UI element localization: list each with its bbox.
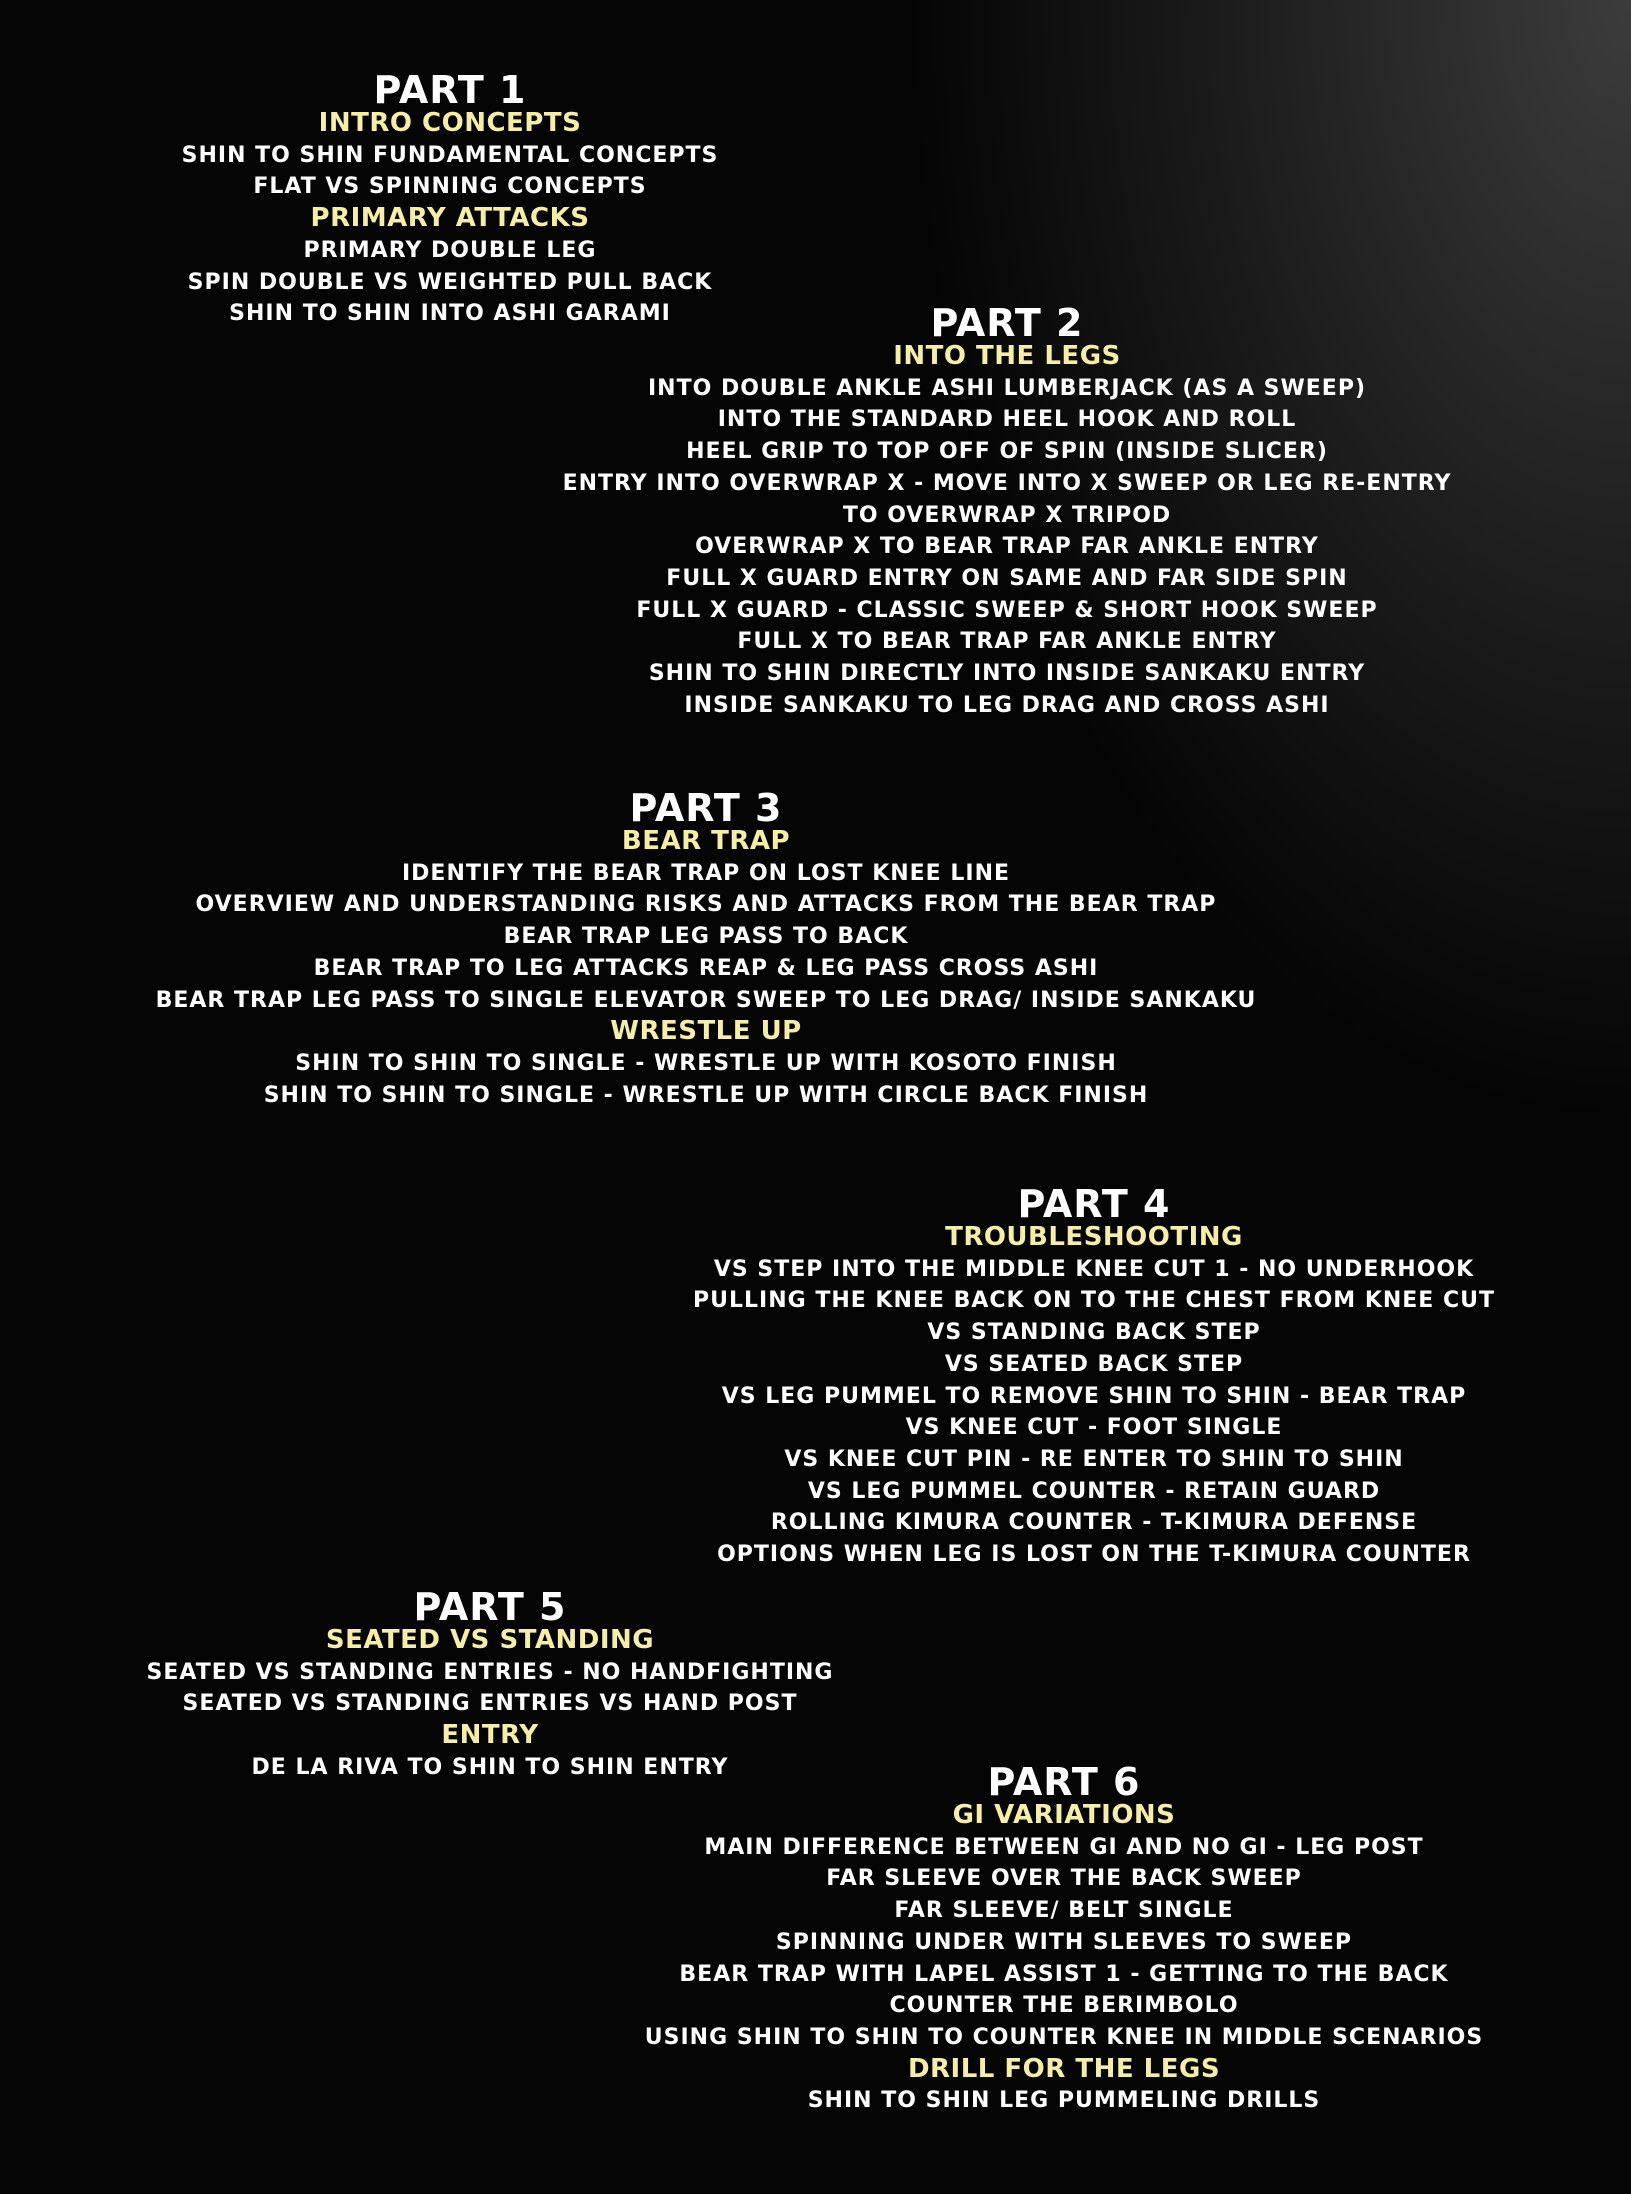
list-item: INTO DOUBLE ANKLE ASHI LUMBERJACK (AS A SWEEP) bbox=[648, 375, 1366, 401]
part-3-section-2-title: WRESTLE UP bbox=[610, 1016, 802, 1047]
list-item: FLAT VS SPINNING CONCEPTS bbox=[253, 174, 647, 200]
part-3-block bbox=[156, 788, 1257, 1111]
list-item: BEAR TRAP LEG PASS TO BACK bbox=[503, 924, 909, 950]
list-item: SPINNING UNDER WITH SLEEVES TO SWEEP bbox=[775, 1929, 1353, 1955]
list-item: SHIN TO SHIN LEG PUMMELING DRILLS bbox=[807, 2088, 1321, 2114]
list-item: BEAR TRAP WITH LAPEL ASSIST 1 - GETTING TO THE BACK bbox=[679, 1961, 1449, 1987]
part-6-title: PART 6 bbox=[987, 1760, 1141, 1804]
list-item: USING SHIN TO SHIN TO COUNTER KNEE IN MIDDLE SCENARIOS bbox=[644, 2024, 1484, 2050]
list-item: SHIN TO SHIN DIRECTLY INTO INSIDE SANKAKU ENTRY bbox=[648, 661, 1366, 687]
part-2-section-1-title: INTO THE LEGS bbox=[893, 341, 1121, 371]
list-item: BEAR TRAP TO LEG ATTACKS REAP & LEG PASS CROSS ASHI bbox=[313, 955, 1099, 981]
list-item: VS STANDING BACK STEP bbox=[927, 1320, 1261, 1346]
list-item: SHIN TO SHIN TO SINGLE - WRESTLE UP WITH CIRCLE BACK FINISH bbox=[263, 1082, 1149, 1108]
list-item: SEATED VS STANDING ENTRIES VS HAND POST bbox=[182, 1691, 798, 1717]
list-item: VS SEATED BACK STEP bbox=[944, 1351, 1244, 1377]
part-5-section-1-title: SEATED VS STANDING bbox=[325, 1625, 655, 1655]
part-1-section-1-title: INTRO CONCEPTS bbox=[318, 108, 582, 138]
list-item: VS STEP INTO THE MIDDLE KNEE CUT 1 - NO UNDERHOOK bbox=[713, 1256, 1475, 1282]
list-item: OPTIONS WHEN LEG IS LOST ON THE T-KIMURA COUNTER bbox=[717, 1542, 1471, 1568]
list-item: IDENTIFY THE BEAR TRAP ON LOST KNEE LINE bbox=[401, 860, 1011, 886]
list-item: SHIN TO SHIN INTO ASHI GARAMI bbox=[229, 301, 671, 327]
list-item: OVERWRAP X TO BEAR TRAP FAR ANKLE ENTRY bbox=[695, 534, 1319, 560]
list-item: FAR SLEEVE OVER THE BACK SWEEP bbox=[826, 1866, 1302, 1892]
list-item: ENTRY INTO OVERWRAP X - MOVE INTO X SWEEP OR LEG RE-ENTRY bbox=[562, 470, 1452, 496]
part-4-section-1-title: TROUBLESHOOTING bbox=[945, 1222, 1243, 1252]
list-item: VS LEG PUMMEL COUNTER - RETAIN GUARD bbox=[807, 1478, 1381, 1504]
part-6-section-2-title: DRILL FOR THE LEGS bbox=[907, 2053, 1221, 2084]
list-item: SHIN TO SHIN FUNDAMENTAL CONCEPTS bbox=[181, 142, 719, 168]
part-1-title: PART 1 bbox=[373, 68, 527, 112]
part-5-title: PART 5 bbox=[413, 1585, 567, 1629]
list-item: ROLLING KIMURA COUNTER - T-KIMURA DEFENSE bbox=[770, 1510, 1418, 1536]
part-4-title: PART 4 bbox=[1017, 1182, 1171, 1226]
list-item: SEATED VS STANDING ENTRIES - NO HANDFIGHTING bbox=[146, 1659, 834, 1685]
list-item: VS LEG PUMMEL TO REMOVE SHIN TO SHIN - BEAR TRAP bbox=[721, 1383, 1467, 1409]
list-item: INSIDE SANKAKU TO LEG DRAG AND CROSS ASHI bbox=[684, 692, 1330, 718]
part-5-section-2-title: ENTRY bbox=[441, 1720, 539, 1751]
part-3-section-1-title: BEAR TRAP bbox=[621, 826, 791, 856]
list-item: VS KNEE CUT PIN - RE ENTER TO SHIN TO SHIN bbox=[784, 1446, 1404, 1472]
list-item: VS KNEE CUT - FOOT SINGLE bbox=[905, 1415, 1283, 1441]
list-item: TO OVERWRAP X TRIPOD bbox=[842, 502, 1172, 528]
part-4-block bbox=[693, 1184, 1495, 1571]
part-6-section-1-title: GI VARIATIONS bbox=[952, 1800, 1176, 1830]
list-item: HEEL GRIP TO TOP OFF OF SPIN (INSIDE SLICER) bbox=[686, 439, 1328, 465]
list-item: FULL X GUARD ENTRY ON SAME AND FAR SIDE SPIN bbox=[666, 565, 1348, 591]
list-item: MAIN DIFFERENCE BETWEEN GI AND NO GI - LEG POST bbox=[704, 1834, 1424, 1860]
list-item: FULL X GUARD - CLASSIC SWEEP & SHORT HOOK SWEEP bbox=[636, 597, 1378, 623]
list-item: PULLING THE KNEE BACK ON TO THE CHEST FROM KNEE CUT bbox=[692, 1288, 1496, 1314]
list-item: PRIMARY DOUBLE LEG bbox=[303, 237, 597, 263]
list-item: INTO THE STANDARD HEEL HOOK AND ROLL bbox=[717, 407, 1297, 433]
list-item: FULL X TO BEAR TRAP FAR ANKLE ENTRY bbox=[737, 629, 1277, 655]
part-2-title: PART 2 bbox=[930, 301, 1084, 345]
part-3-title: PART 3 bbox=[629, 786, 783, 830]
part-5-block bbox=[147, 1587, 834, 1784]
part-2-block bbox=[563, 303, 1452, 721]
list-item: COUNTER THE BERIMBOLO bbox=[889, 1993, 1239, 2019]
part-1-section-2-title: PRIMARY ATTACKS bbox=[310, 203, 590, 234]
part-6-block bbox=[645, 1762, 1483, 2117]
list-item: SPIN DOUBLE VS WEIGHTED PULL BACK bbox=[187, 269, 713, 295]
list-item: OVERVIEW AND UNDERSTANDING RISKS AND ATTACKS FROM THE BEAR TRAP bbox=[195, 892, 1217, 918]
list-item: FAR SLEEVE/ BELT SINGLE bbox=[894, 1898, 1234, 1924]
list-item: BEAR TRAP LEG PASS TO SINGLE ELEVATOR SWEEP TO LEG DRAG/ INSIDE SANKAKU bbox=[155, 987, 1257, 1013]
list-item: DE LA RIVA TO SHIN TO SHIN ENTRY bbox=[251, 1754, 729, 1780]
part-1-block bbox=[182, 70, 719, 330]
list-item: SHIN TO SHIN TO SINGLE - WRESTLE UP WITH KOSOTO FINISH bbox=[295, 1050, 1117, 1076]
